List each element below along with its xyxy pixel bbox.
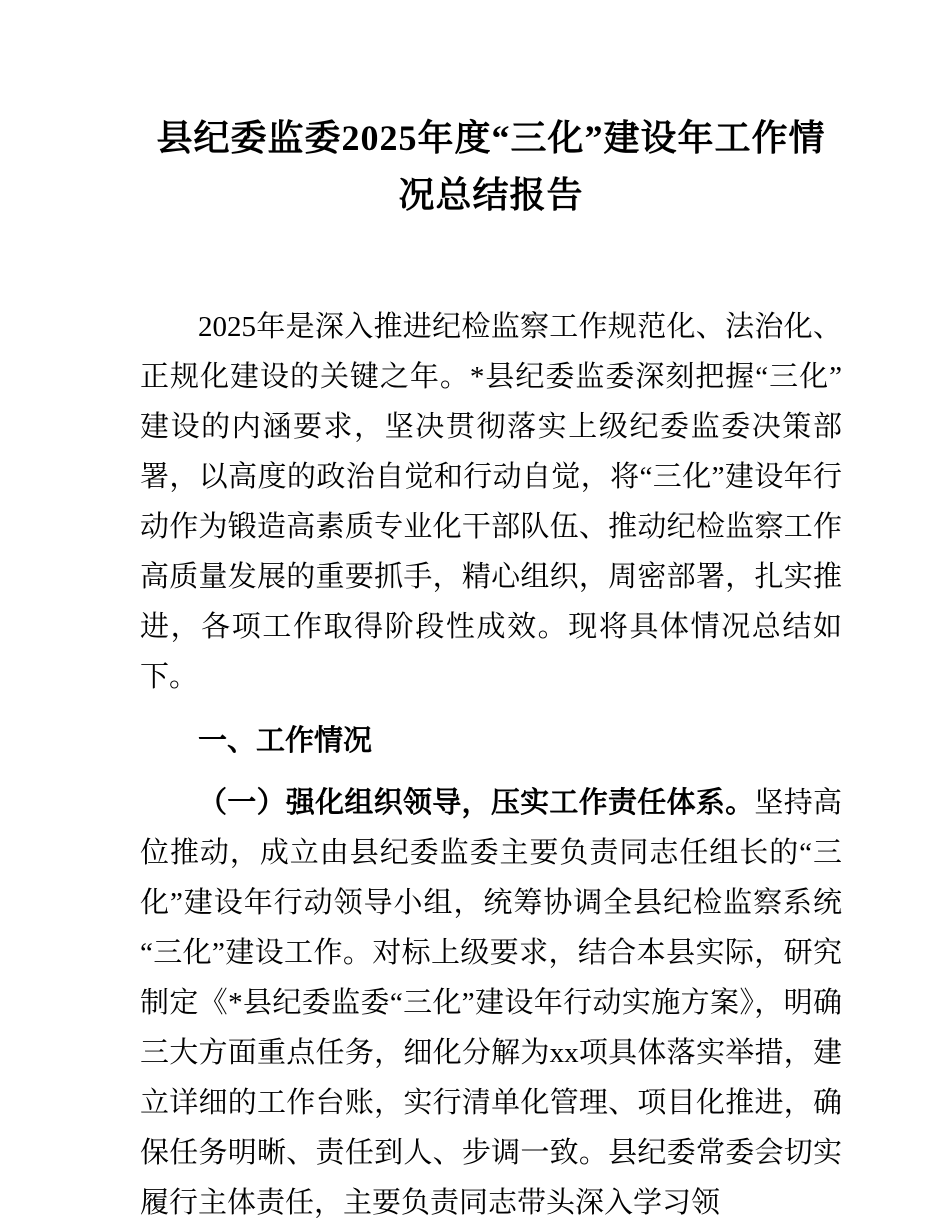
subsection-paragraph-1 — [140, 778, 842, 1228]
subsection-lead-1: （一）强化组织领导，压实工作责任体系。 — [198, 787, 755, 819]
document-title: 县纪委监委2025年度“三化”建设年工作情况总结报告 — [156, 118, 826, 215]
subsection-body-1: 坚持高位推动，成立由县纪委监委主要负责同志任组长的“三化”建设年行动领导小组，统筹协调全县纪检监察系统“三化”建设工作。对标上级要求，结合本县实际，研究制定《*县纪委监委“三化”建设年行动实施方案》，明确三大方面重点任务，细化分解为xx项具体落实举措，建立详细的工作台账，实行清单化管理、项目化推进，确保任务明晰、责任到人、步调一致。县纪委常委会切实履行主体责任，主要负责同志带头深入学习领 — [140, 787, 842, 1219]
section-heading-1: 一、工作情况 — [198, 725, 373, 757]
intro-paragraph: 2025年是深入推进纪检监察工作规范化、法治化、正规化建设的关键之年。*县纪委监委深刻把握“三化”建设的内涵要求，坚决贯彻落实上级纪委监委决策部署，以高度的政治自觉和行动自觉，将“三化”建设年行动作为锻造高素质专业化干部队伍、推动纪检监察工作高质量发展的重要抓手，精心组织，周密部署，扎实推进，各项工作取得阶段性成效。现将具体情况总结如下。 — [140, 311, 842, 693]
